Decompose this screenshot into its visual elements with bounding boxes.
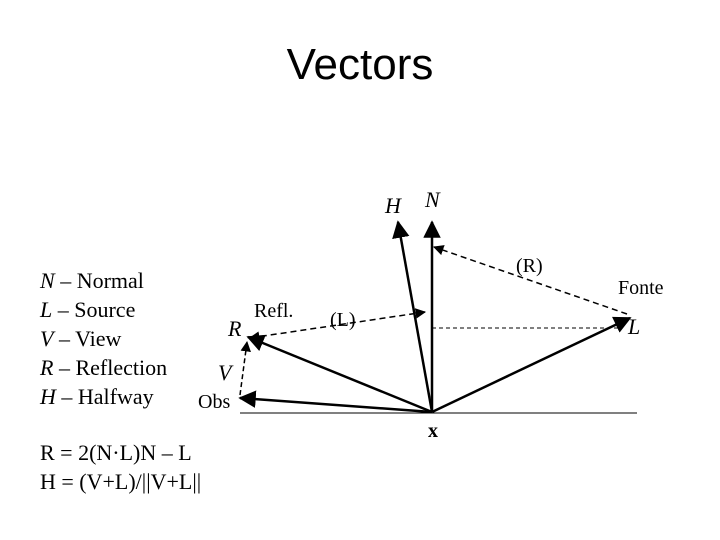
label-r-paren: (R) bbox=[516, 255, 543, 277]
label-r: R bbox=[228, 316, 242, 341]
legend-symbol: R bbox=[40, 355, 54, 380]
legend-symbol: N bbox=[40, 268, 55, 293]
slide-title: Vectors bbox=[286, 40, 434, 89]
legend-symbol: V bbox=[40, 326, 54, 351]
label-refl: Refl. bbox=[254, 300, 294, 322]
legend-symbol: L bbox=[40, 297, 53, 322]
label-l: L bbox=[628, 314, 641, 339]
legend-text: Halfway bbox=[77, 384, 154, 409]
legend-text: View bbox=[75, 326, 122, 351]
halfway-formula: H = (V+L)/||V+L|| bbox=[40, 469, 202, 494]
legend-text: Source bbox=[74, 297, 136, 322]
reflection-formula: R = 2(N·L)N – L bbox=[40, 440, 192, 465]
label-l-paren: (L) bbox=[330, 309, 356, 331]
dashed-v-to-r bbox=[240, 342, 247, 395]
halfway-vector bbox=[398, 222, 432, 412]
label-fonte: Fonte bbox=[618, 277, 664, 299]
label-x: x bbox=[428, 420, 438, 442]
legend-text: Reflection bbox=[75, 355, 168, 380]
legend-separator: – bbox=[55, 384, 78, 409]
legend-symbol: H bbox=[40, 384, 56, 409]
legend-text: Normal bbox=[76, 268, 144, 293]
legend-separator: – bbox=[53, 326, 76, 351]
label-n: N bbox=[425, 187, 440, 212]
source-vector bbox=[432, 318, 630, 412]
legend-separator: – bbox=[54, 268, 77, 293]
legend-separator: – bbox=[52, 297, 75, 322]
label-obs: Obs bbox=[198, 391, 231, 413]
label-v: V bbox=[218, 360, 232, 385]
legend-separator: – bbox=[53, 355, 76, 380]
label-h: H bbox=[385, 193, 401, 218]
